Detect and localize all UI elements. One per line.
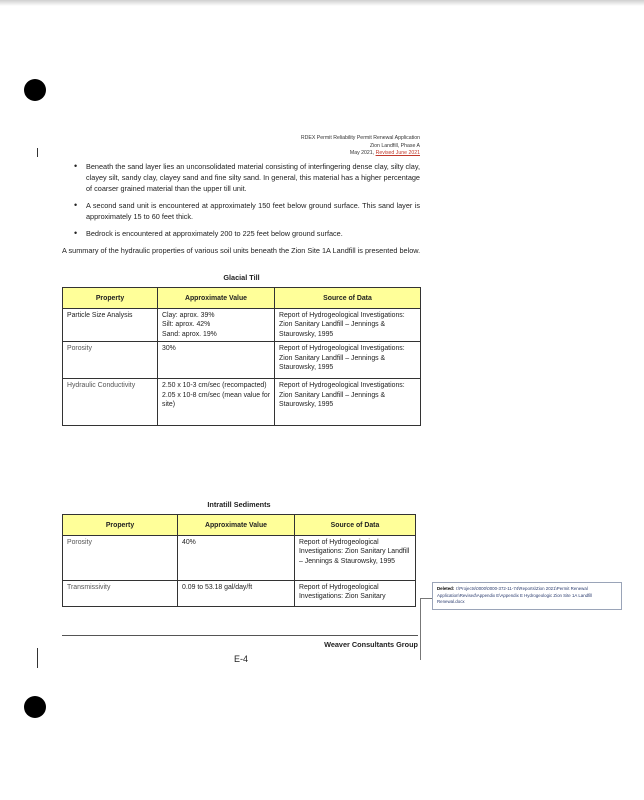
table-row [63, 342, 421, 379]
intratill-caption: Intratill Sediments [207, 500, 271, 509]
table-header-row [63, 515, 416, 536]
table-row [63, 309, 421, 342]
summary-paragraph: A summary of the hydraulic properties of various soil units beneath the Zion Site 1A Landfill is presented below. [62, 246, 421, 255]
value-line: Clay: aprox. 39% [162, 312, 215, 319]
value-cell: 40% [178, 536, 295, 581]
source-cell: Report of Hydrogeological Investigations: Zion Sanitary [295, 581, 416, 607]
comment-leader [420, 598, 432, 599]
binder-hole-bottom [24, 696, 46, 718]
value-line: 2.05 x 10-8 cm/sec (mean value for site) [162, 391, 271, 409]
deleted-label: Deleted: [437, 586, 455, 591]
margin-mark [37, 648, 38, 668]
column-header: Approximate Value [178, 515, 295, 536]
property-cell: Hydraulic Conductivity [63, 379, 158, 426]
property-cell: Transmissivity [63, 581, 178, 607]
value-cell [158, 379, 275, 426]
margin-mark [37, 148, 38, 157]
column-header: Source of Data [275, 288, 421, 309]
table-row [63, 379, 421, 426]
header-revision: Revised June 2021 [375, 150, 420, 157]
source-cell: Report of Hydrogeological Investigations: Zion Sanitary Landfill – Jennings & Staurowsky, 1995 [275, 342, 421, 379]
header-subtitle: Zion Landfill, Phase A [369, 142, 420, 149]
scan-edge [0, 0, 644, 6]
value-cell [158, 309, 275, 342]
column-header: Source of Data [295, 515, 416, 536]
footer-company: Weaver Consultants Group [324, 640, 418, 649]
glacial-till-caption: Glacial Till [223, 273, 260, 282]
property-cell: Porosity [63, 536, 178, 581]
glacial-till-table [62, 287, 421, 426]
property-cell: Porosity [63, 342, 158, 379]
bullet-list [74, 161, 420, 245]
bullet-item: • Bedrock is encountered at approximately 200 to 225 feet below ground surface. [74, 228, 420, 239]
table-header-row [63, 288, 421, 309]
bullet-item: • Beneath the sand layer lies an unconsolidated material consisting of interfingering dense clay, silty clay, clayey silt, sandy clay, clayey sand and fine silty sand. In general, this material has a higher percentage of coarser grained material than the upper till unit. [74, 161, 420, 194]
intratill-table [62, 514, 416, 607]
column-header: Property [63, 515, 178, 536]
header-date: May 2021, [349, 150, 375, 157]
value-line: Sand: aprox. 19% [162, 330, 217, 338]
source-cell: Report of Hydrogeological Investigations: Zion Sanitary Landfill – Jennings & Staurowsky, 1995 [295, 536, 416, 581]
value-line: 2.50 x 10-3 cm/sec (recompacted) [162, 382, 267, 390]
bullet-item: • A second sand unit is encountered at approximately 150 feet below ground surface. This sand layer is approximately 15 to 60 feet thick. [74, 200, 420, 222]
source-cell: Report of Hydrogeological Investigations: Zion Sanitary Landfill – Jennings & Staurowsky, 1995 [275, 379, 421, 426]
deleted-text: I:\Projects\0000\0000-372-11-74\Reports\Zion 2021\Permit Renewal Application\Revised\Appendix E\Appendix E Hydrogeologic Zion Site 1A Landfill Renewal.docx [437, 586, 593, 605]
value-line: 30% [162, 345, 176, 353]
table-row [63, 536, 416, 581]
table-row [63, 581, 416, 607]
column-header: Property [63, 288, 158, 309]
comment-leader [420, 598, 421, 660]
value-line: Silt: aprox. 42% [162, 321, 211, 329]
source-cell: Report of Hydrogeological Investigations: Zion Sanitary Landfill – Jennings & Staurowsky, 1995 [275, 309, 421, 342]
binder-hole-top [24, 79, 46, 101]
header-date-line [301, 150, 420, 158]
tracked-change-balloon[interactable] [432, 582, 622, 610]
header-title: RDEX Permit Reliability Permit Renewal Application [300, 135, 420, 141]
page-number: E-4 [234, 654, 249, 664]
value-cell [158, 342, 275, 379]
value-cell: 0.09 to 53.18 gal/day/ft [178, 581, 295, 607]
column-header: Approximate Value [158, 288, 275, 309]
property-cell: Particle Size Analysis [63, 309, 158, 342]
footer-divider [62, 635, 418, 636]
document-header [301, 135, 420, 158]
